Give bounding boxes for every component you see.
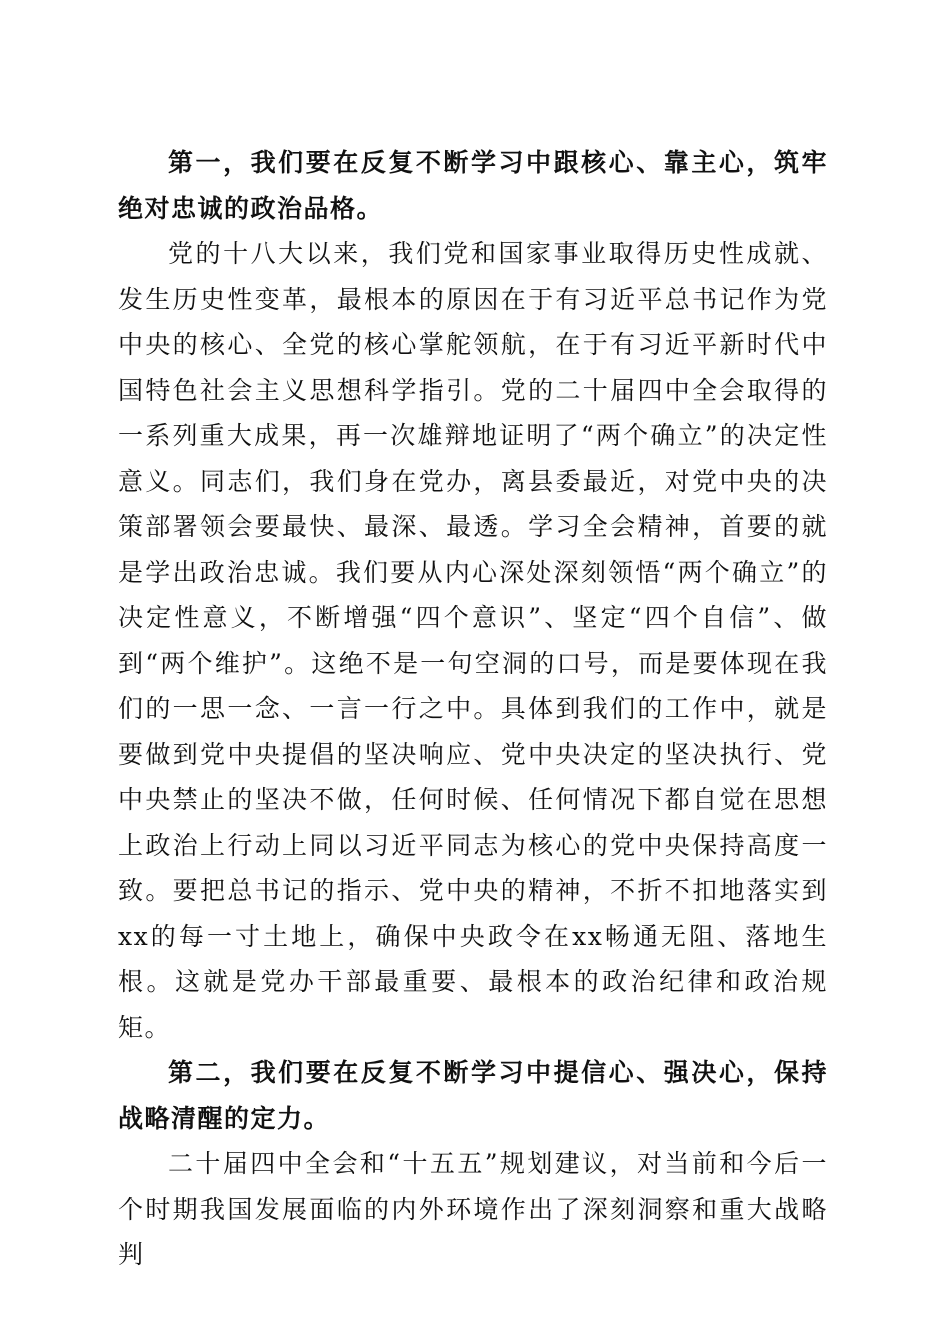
body-paragraph-2: 二十届四中全会和“十五五”规划建议，对当前和今后一个时期我国发展面临的内外环境作出了深刻洞察和重大战略判 <box>118 1149 828 1269</box>
body-paragraph-1: 党的十八大以来，我们党和国家事业取得历史性成就、发生历史性变革，最根本的原因在于有习近平总书记作为党中央的核心、全党的核心掌舵领航，在于有习近平新时代中国特色社会主义思想科学指引。党的二十届四中全会取得的一系列重大成果，再一次雄辩地证明了“两个确立”的决定性意义。同志们，我们身在党办，离县委最近，对党中央的决策部署领会要最快、最深、最透。学习全会精神，首要的就是学出政治忠诚。我们要从内心深处深刻领悟“两个确立”的决定性意义，不断增强“四个意识”、坚定“四个自信”、做到“两个维护”。这绝不是一句空洞的口号，而是要体现在我们的一思一念、一言一行之中。具体到我们的工作中，就是要做到党中央提倡的坚决响应、党中央决定的坚决执行、党中央禁止的坚决不做，任何时候、任何情况下都自觉在思想上政治上行动上同以习近平同志为核心的党中央保持高度一致。要把总书记的指示、党中央的精神，不折不扣地落实到xx的每一寸土地上，确保中央政令在xx畅通无阻、落地生根。这就是党办干部最重要、最根本的政治纪律和政治规矩。 <box>118 239 828 1042</box>
document-body <box>118 140 828 1278</box>
section-heading-2: 第二，我们要在反复不断学习中提信心、强决心，保持战略清醒的定力。 <box>118 1058 828 1133</box>
section-heading-1: 第一，我们要在反复不断学习中跟核心、靠主心，筑牢绝对忠诚的政治品格。 <box>118 148 828 223</box>
